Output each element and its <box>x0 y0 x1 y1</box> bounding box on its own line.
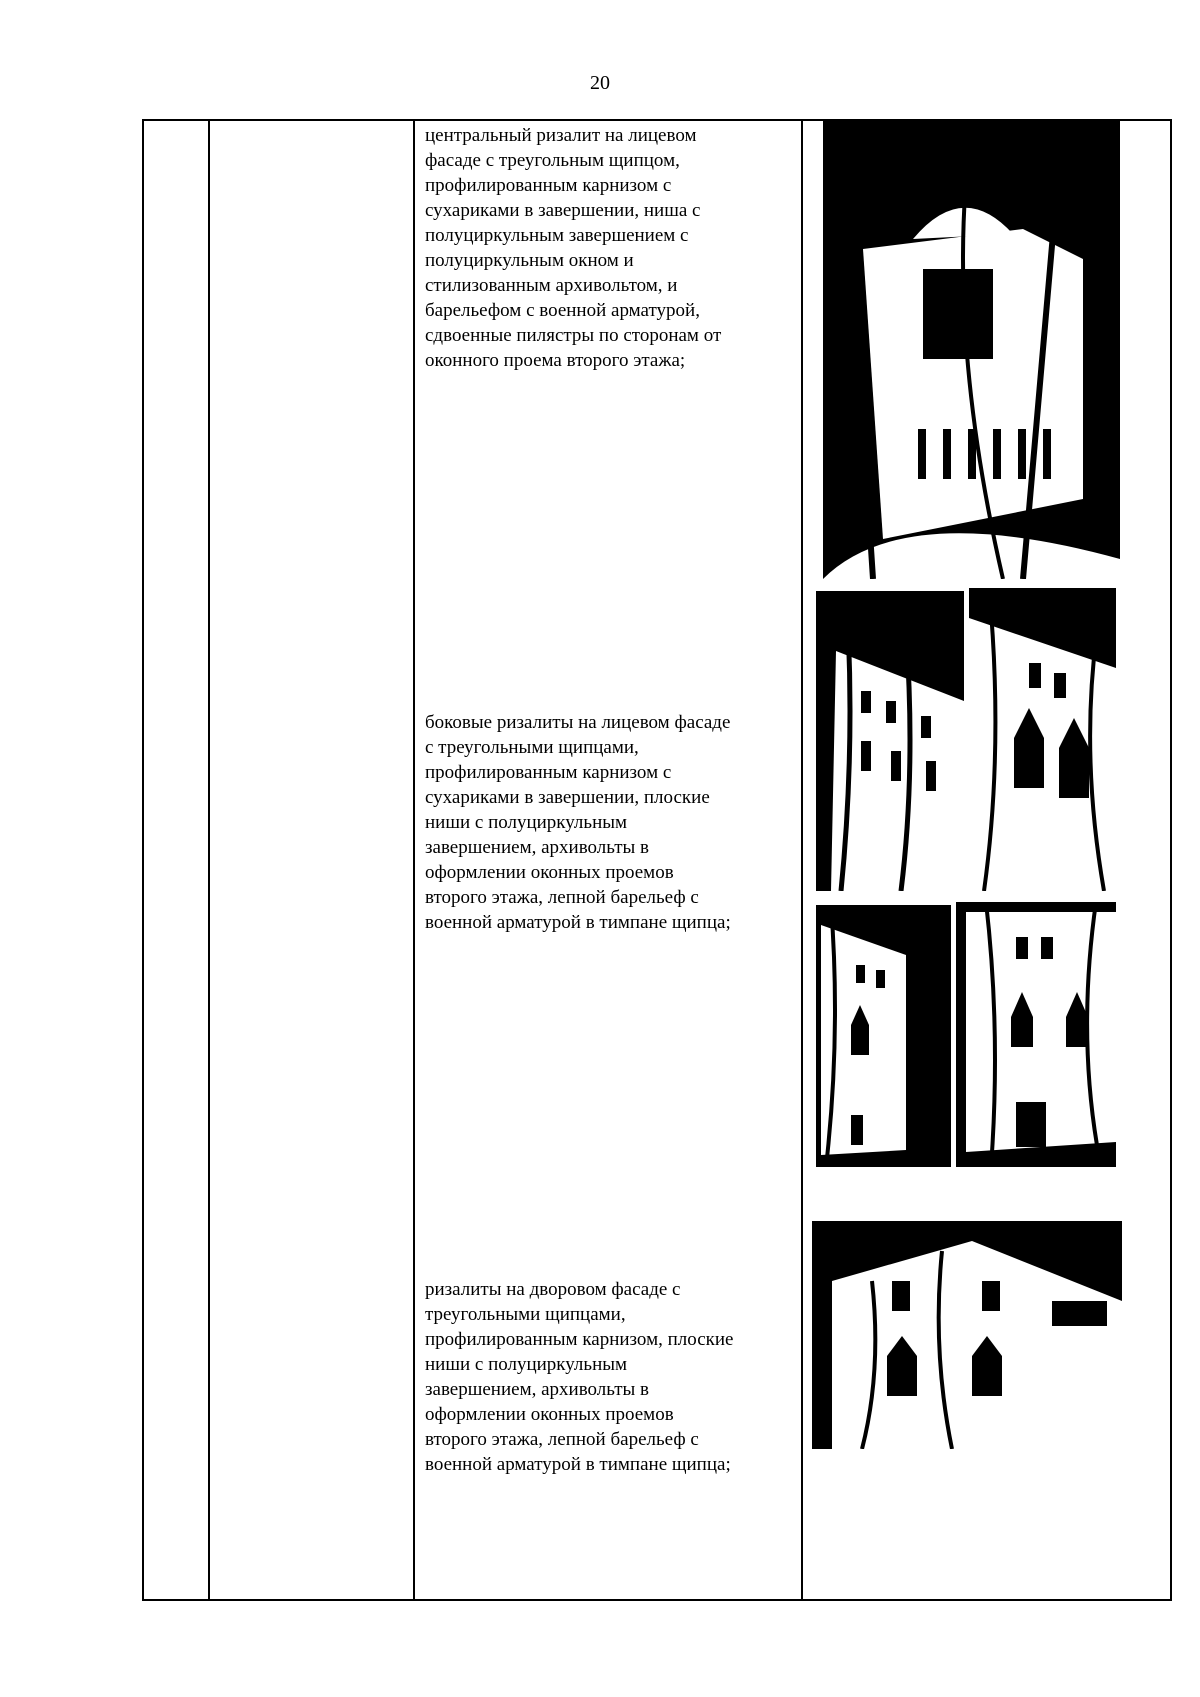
feature-description-side-risalits: боковые ризалиты на лицевом фасаде с треугольными щипцами, профилированным карнизом с сухариками в завершении, плоские ниши с полуциркульным завершением, архивольты в оформлении оконных проемов второго этажа, лепной барельеф с военной арматурой в тимпане щипца; <box>425 712 731 933</box>
feature-description-central-risalit: центральный ризалит на лицевом фасаде с треугольным щипцом, профилированным карнизом с сухариками в завершении, ниша с полуциркульным завершением с полуциркульным окном и стилизованным архивольтом, и барельефом с военной арматурой, сдвоенные пилястры по сторонам от оконного проема второго этажа; <box>425 125 722 371</box>
photo-courtyard-risalits <box>812 1221 1122 1449</box>
column-divider <box>208 121 210 1599</box>
photo-side-risalit-1 <box>816 591 964 891</box>
photo-side-risalit-2 <box>969 588 1116 891</box>
column-divider <box>413 121 415 1599</box>
feature-description-courtyard-risalits: ризалиты на дворовом фасаде с треугольными щипцами, профилированным карнизом, плоские ниши с полуциркульным завершением, архивольты в оформлении оконных проемов второго этажа, лепной барельеф с военной арматурой в тимпане щипца; <box>425 1279 734 1475</box>
photo-side-risalit-4 <box>956 902 1116 1167</box>
photo-side-risalit-3 <box>816 905 951 1167</box>
photo-central-risalit <box>823 119 1120 579</box>
column-divider <box>801 121 803 1599</box>
page-number: 20 <box>590 72 610 94</box>
monument-features-table <box>142 119 1172 1601</box>
